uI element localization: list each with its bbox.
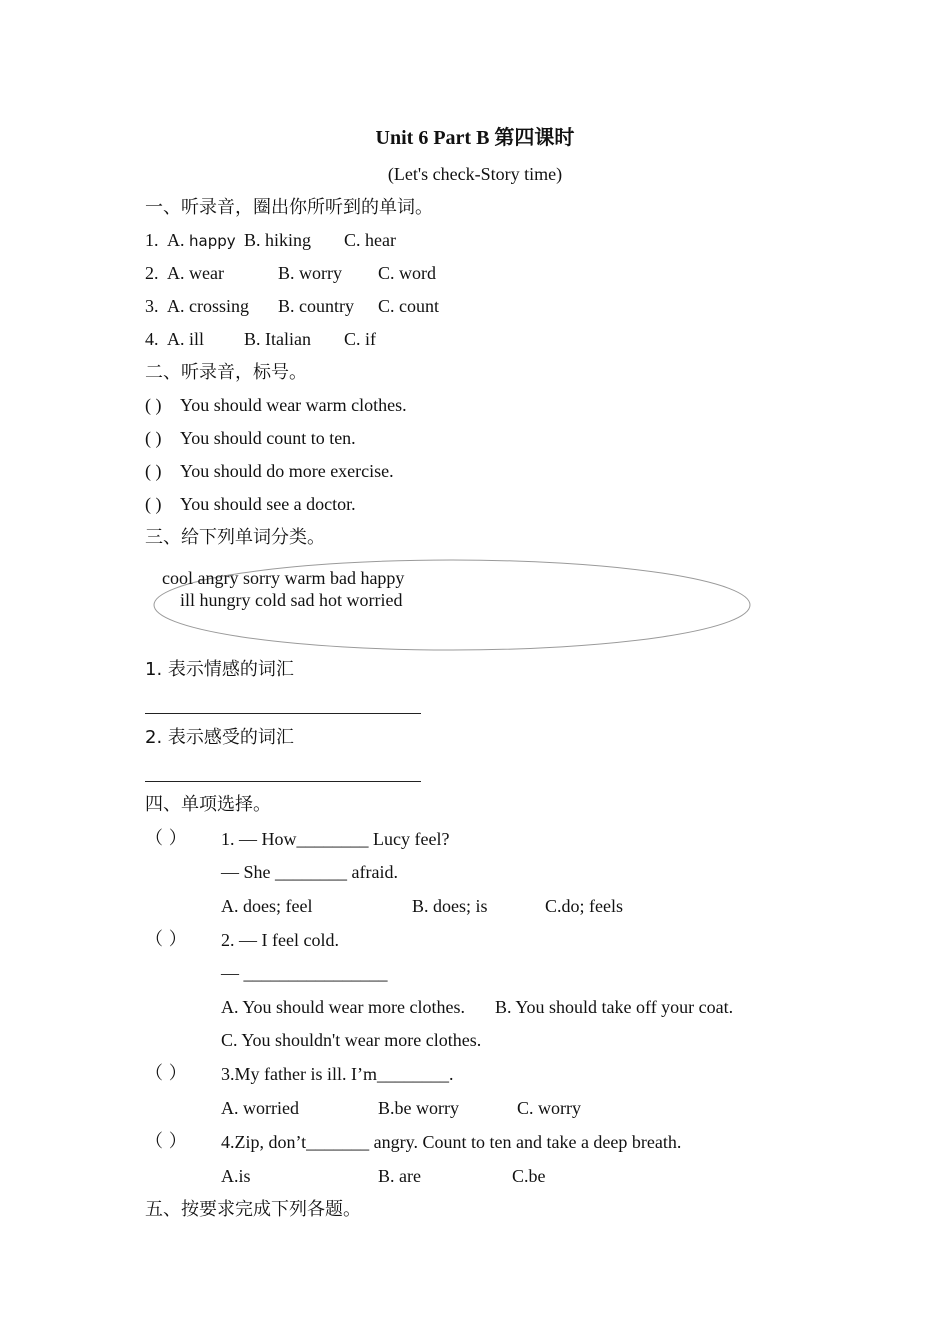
word-bank-line1: cool angry sorry warm bad happy [162,568,405,588]
s1-item1-a-word: happy [189,232,236,250]
s1-item1-b: B. hiking [244,230,312,250]
s3-q2-label: 2. 表示感受的词汇 [145,727,294,748]
s4-q3-option-b: B.be worry [378,1098,459,1118]
s4-q2-option-a: A. You should wear more clothes. [221,997,465,1017]
section4-heading: 四、单项选择。 [145,794,271,815]
s1-item3-b: B. country [278,296,354,316]
s1-item4-a: A. ill [167,329,205,349]
page-subtitle: (Let's check-Story time) [387,164,563,184]
s1-item2-c: C. word [378,263,436,283]
s1-item2-num: 2. [145,263,159,283]
s1-item4-c: C. if [344,329,377,349]
s3-q1-answer-line[interactable] [145,713,421,714]
s4-q1-option-c: C.do; feels [545,896,623,916]
s2-item3-text: You should do more exercise. [180,461,394,481]
s4-q3-option-a: A. worried [221,1098,299,1118]
page-title: Unit 6 Part B 第四课时 [375,127,575,149]
section1-heading: 一、听录音，圈出你所听到的单词。 [145,197,433,218]
s4-q3-line1: 3.My father is ill. I’m________. [221,1064,454,1084]
s2-item1-text: You should wear warm clothes. [180,395,407,415]
s1-item1-a: A. happy [167,230,236,250]
s1-item1-num: 1. [145,230,159,250]
s4-q4-option-b: B. are [378,1166,421,1186]
s4-q4-option-c: C.be [512,1166,546,1186]
s4-q1-option-b: B. does; is [412,896,488,916]
s1-item3-num: 3. [145,296,159,316]
s4-q1-bracket[interactable]: （ ） [145,828,187,849]
s4-q2-option-c: C. You shouldn't wear more clothes. [221,1030,482,1050]
s3-q2-answer-line[interactable] [145,781,421,782]
s2-item4-text: You should see a doctor. [180,494,356,514]
s1-item4-num: 4. [145,329,159,349]
s4-q2-option-b: B. You should take off your coat. [495,997,734,1017]
s4-q3-option-c: C. worry [517,1098,581,1118]
s4-q2-line2: — ________________ [221,963,388,983]
s1-item2-b: B. worry [278,263,342,283]
s1-item3-a: A. crossing [167,296,249,316]
s4-q4-line1: 4.Zip, don’t_______ angry. Count to ten and take a deep breath. [221,1132,682,1152]
s4-q1-line2: — She ________ afraid. [221,862,398,882]
s4-q2-line1: 2. — I feel cold. [221,930,339,950]
s4-q1-option-a: A. does; feel [221,896,313,916]
section2-heading: 二、听录音，标号。 [145,362,307,383]
s2-item3-bracket[interactable]: ( ) [145,461,162,481]
s2-item2-bracket[interactable]: ( ) [145,428,162,448]
s2-item1-bracket[interactable]: ( ) [145,395,162,415]
word-bank-line2: ill hungry cold sad hot worried [180,590,403,610]
s4-q4-bracket[interactable]: （ ） [145,1131,187,1152]
s4-q2-bracket[interactable]: （ ） [145,929,187,950]
s4-q4-option-a: A.is [221,1166,251,1186]
s4-q1-line1: 1. — How________ Lucy feel? [221,829,450,849]
section3-heading: 三、给下列单词分类。 [145,527,325,548]
s1-item4-b: B. Italian [244,329,311,349]
s1-item1-c: C. hear [344,230,396,250]
s4-q3-bracket[interactable]: （ ） [145,1063,187,1084]
s1-item2-a: A. wear [167,263,224,283]
s3-q1-label: 1. 表示情感的词汇 [145,659,294,680]
s1-item3-c: C. count [378,296,439,316]
s2-item2-text: You should count to ten. [180,428,356,448]
section5-heading: 五、按要求完成下列各题。 [145,1199,361,1220]
s2-item4-bracket[interactable]: ( ) [145,494,162,514]
